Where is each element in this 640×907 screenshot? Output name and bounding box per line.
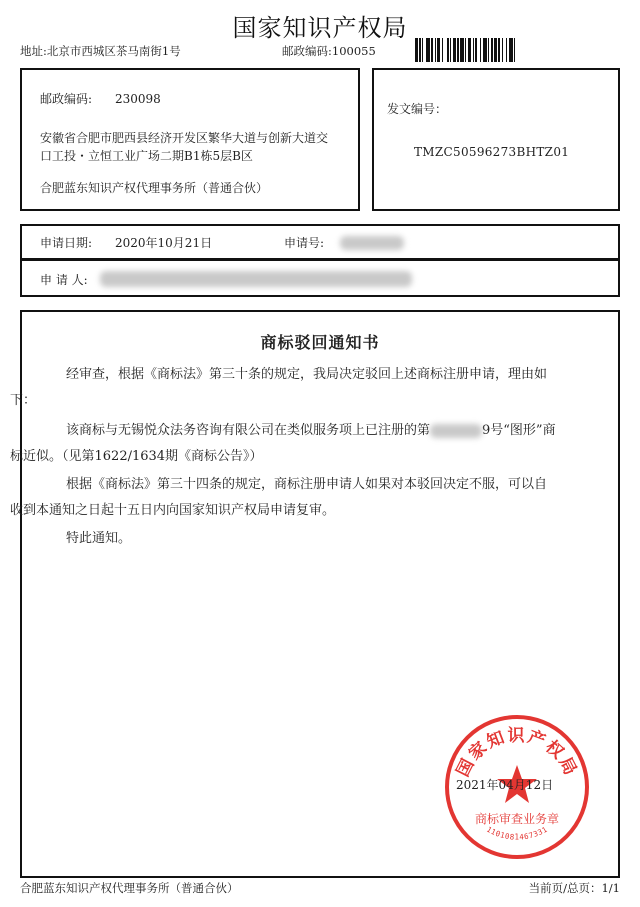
application-date-label: 申请日期: [40,236,93,250]
notice-paragraph-1-line-1: 经审查，根据《商标法》第三十条的规定，我局决定驳回上述商标注册申请，理由如 [66,367,548,382]
application-date-row [20,224,620,260]
dispatch-number: TMZC50596273BHTZ01 [414,145,570,159]
notice-title: 商标驳回通知书 [260,333,380,352]
agency-address: 地址:北京市西城区茶马南街1号 [20,44,181,58]
notice-paragraph-3-line-1: 根据《商标法》第三十四条的规定，商标注册申请人如果对本驳回决定不服，可以自 [66,477,548,492]
applicant-label: 申 请 人: [40,273,88,287]
agency-title: 国家知识产权局 [232,14,408,42]
application-date-value: 2020年10月21日 [115,236,213,250]
seal-top-text: 国家知识产权局 [453,726,581,781]
notice-paragraph-2 [10,418,604,470]
redacted-applicant-name [100,271,412,287]
agency-postcode: 邮政编码:100055 [282,44,376,58]
notice-closing: 特此通知。 [66,531,132,546]
applicant-row [20,259,620,297]
seal-bottom-text: 商标审查业务章 [474,812,560,826]
notice-paragraph-3 [10,472,604,524]
notice-paragraph-1 [10,362,604,414]
recipient-postcode-label: 邮政编码: [40,92,93,106]
footer-agency-name: 合肥蓝东知识产权代理事务所（普通合伙） [20,881,239,895]
notice-paragraph-1-line-2: 下： [10,393,37,408]
redacted-registration-number [430,424,482,438]
recipient-agency-name: 合肥蓝东知识产权代理事务所（普通合伙） [40,181,269,195]
barcode-image [415,38,620,62]
recipient-address-line1: 安徽省合肥市肥西县经济开发区繁华大道与创新大道交 [40,131,329,145]
notice-paragraph-3-line-2: 收到本通知之日起十五日内向国家知识产权局申请复审。 [10,503,336,518]
notice-date: 2021年04月12日 [456,778,554,792]
recipient-box [20,68,360,211]
redacted-application-number [340,236,404,250]
dispatch-box [372,68,620,211]
footer-page-indicator: 当前页/总页：1/1 [528,881,620,895]
application-number-label: 申请号: [284,236,325,250]
recipient-address-line2: 口工投・立恒工业广场二期B1栋5层B区 [40,149,253,163]
seal-serial-number: 1101081467331 [484,824,550,842]
recipient-postcode-value: 230098 [115,92,161,106]
dispatch-label: 发文编号： [387,102,448,116]
notice-paragraph-2-line-2: 标近似。（见第1622/1634期《商标公告》） [10,449,263,464]
notice-paragraph-2-part-b: 9号“图形”商 [482,423,556,438]
notice-paragraph-2-part-a: 该商标与无锡悦众法务咨询有限公司在类似服务项上已注册的第 [66,423,431,438]
